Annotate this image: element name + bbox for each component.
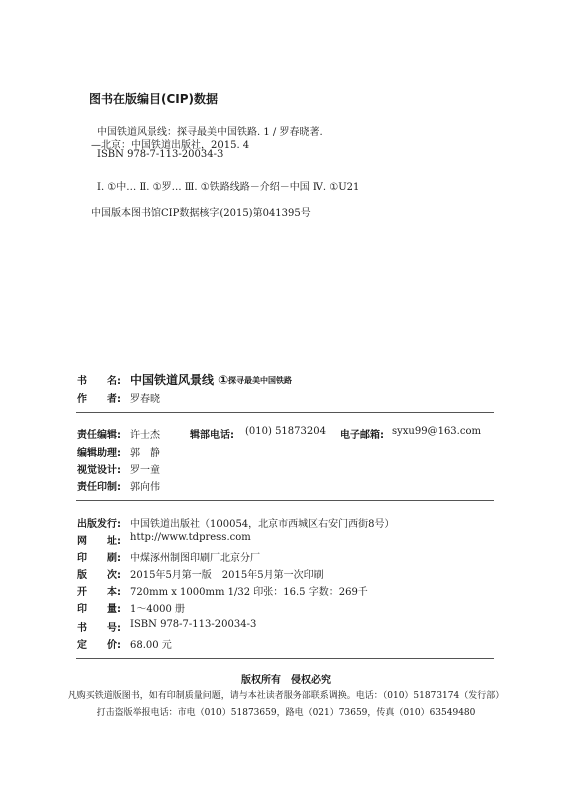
cip-heading: 图书在版编目(CIP)数据 [89,92,219,106]
phone-value: (010) 51873204 [245,426,326,437]
copies-label: 印 量: [77,604,121,615]
divider-3 [76,658,494,659]
assistant-label: 编辑助理: [77,448,121,459]
printer-value: 中煤涿州制图印刷厂北京分厂 [130,553,260,564]
book-subtitle: 探寻最美中国铁路 [228,376,292,385]
design-name: 罗一童 [130,465,160,476]
printer-label: 印 刷: [77,553,121,564]
price-value: 68.00 元 [130,640,172,651]
divider-2 [76,500,494,501]
phone-label: 辑部电话: [190,430,234,441]
format-label: 开 本: [77,587,121,598]
divider-1 [76,412,494,413]
author-label: 作 者: [77,394,121,405]
edition-value: 2015年5月第一版 2015年5月第一次印刷 [130,570,324,581]
price-label: 定 价: [77,640,121,651]
book-title: 中国铁道风景线 ① [130,373,229,387]
cip-line-classification: Ⅰ. ①中… Ⅱ. ①罗… Ⅲ. ①铁路线路－介绍－中国 Ⅳ. ①U21 [97,182,360,193]
site-value[interactable]: http://www.tdpress.com [130,532,251,543]
publisher-label: 出版发行: [77,519,121,530]
edition-label: 版 次: [77,570,121,581]
format-value: 720mm x 1000mm 1/32 印张：16.5 字数：269千 [130,587,368,598]
print-name: 郭向伟 [130,482,160,493]
email-value: syxu99@163.com [392,426,481,437]
assistant-name: 郭 静 [130,448,160,459]
footer-note-quality: 凡购买铁道版图书，如有印制质量问题，请与本社读者服务部联系调换。电话：（010）51873174（发行部） [67,691,505,701]
copyright-notice: 版权所有 侵权必究 [241,675,331,686]
cip-line-publisher: —北京：中国铁道出版社，2015. 4 [91,140,250,151]
footer-note-piracy: 打击盗版举报电话：市电（010）51873659，路电（021）73659，传真（010）63549480 [96,708,476,718]
publisher-value: 中国铁道出版社（100054，北京市西城区右安门西街8号） [130,519,395,530]
editor-name: 许士杰 [130,430,160,441]
copies-value: 1～4000 册 [130,604,185,615]
author-name: 罗春晓 [130,394,160,405]
email-label: 电子邮箱: [340,430,384,441]
isbn-label: 书 号: [77,623,121,634]
isbn-value: ISBN 978-7-113-20034-3 [130,619,257,630]
design-label: 视觉设计: [77,465,121,476]
cip-line-isbn: ISBN 978-7-113-20034-3 [97,149,224,160]
site-label: 网 址: [77,536,121,547]
cip-line-number: 中国版本图书馆CIP数据核字(2015)第041395号 [91,208,311,219]
book-title-label: 书 名: [77,376,121,387]
editor-label: 责任编辑: [77,430,121,441]
print-label: 责任印制: [77,482,121,493]
cip-line-title: 中国铁道风景线：探寻最美中国铁路. 1 / 罗春晓著. [97,127,323,138]
